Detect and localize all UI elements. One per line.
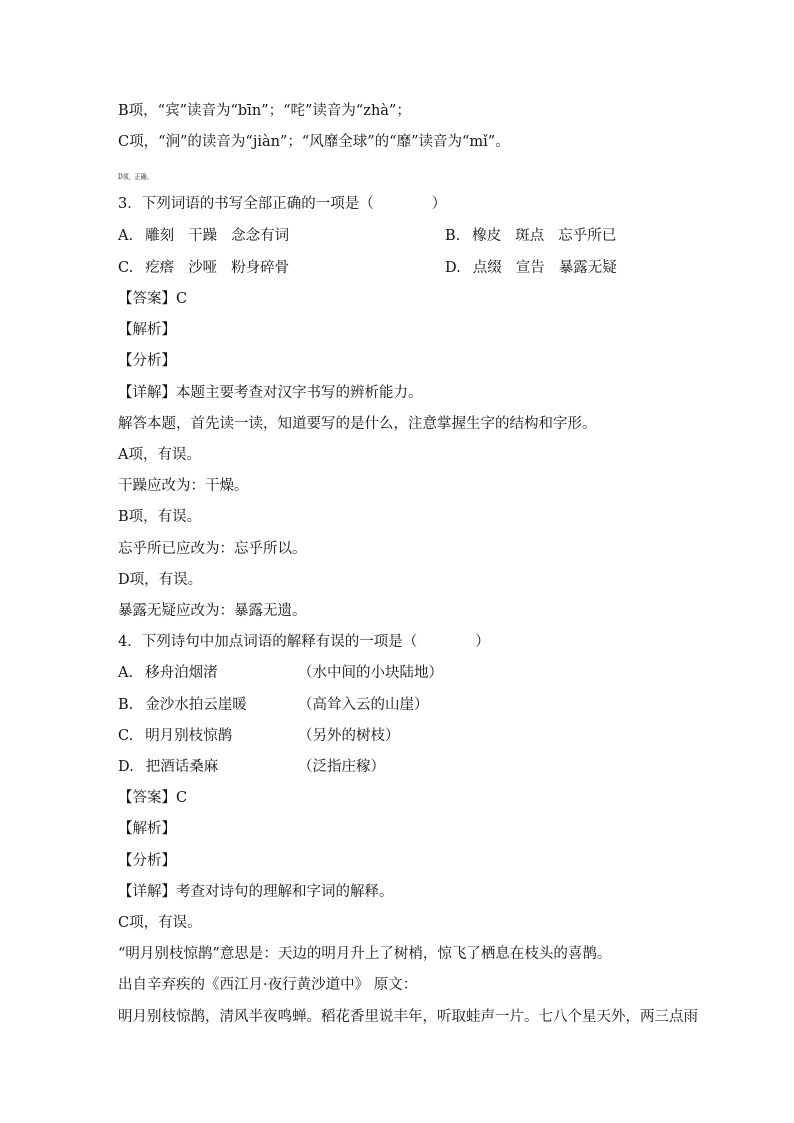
q4-option-d-label: D. [118,759,134,775]
q3-option-b [445,226,616,246]
q3-answer: 【答案】C [118,291,188,307]
q3-option-d-word-1: 点缀 [472,260,502,276]
q4-option-c-text: 明月别枝惊鹊 [145,728,233,744]
q3-fenxi-heading: 【分析】 [118,353,176,369]
q3-detail-line-4: B项，有误。 [118,509,202,525]
q4-answer: 【答案】C [118,790,188,806]
q3-option-c-word-1: 疙瘩 [145,260,175,276]
q3-option-a-label: A. [118,228,134,244]
q3-option-d-label: D. [445,260,461,276]
question-4-stem: 4．下列诗句中加点词语的解释有误的一项是（ ） [118,634,490,650]
explanation-line-b: B项，“宾”读音为“bīn”；“咤”读音为“zhà”； [118,103,411,119]
q3-option-b-word-2: 斑点 [515,228,545,244]
q3-detail: 【详解】本题主要考查对汉字书写的辨析能力。 [118,385,423,401]
q4-detail-line-2: “明月别枝惊鹊”意思是：天边的明月升上了树梢，惊飞了栖息在枝头的喜鹊。 [118,946,612,962]
q4-option-d [118,757,218,777]
q4-detail-line-4: 明月别枝惊鹊，清风半夜鸣蝉。稻花香里说丰年，听取蛙声一片。七八个星天外，两三点雨 [118,1009,698,1025]
q4-option-a-text: 移舟泊烟渚 [145,665,218,681]
q3-detail-line-3: 干躁应改为：干燥。 [118,478,249,494]
q4-detail-line-3: 出自辛弃疾的《西江月·夜行黄沙道中》 原文： [118,977,418,993]
q3-option-c [118,258,289,278]
q3-option-a-word-2: 干躁 [188,228,218,244]
q3-option-d-word-2: 宣告 [515,260,545,276]
q4-detail-line-1: C项，有误。 [118,915,202,931]
question-3-stem: 3．下列词语的书写全部正确的一项是（ ） [118,196,447,212]
q4-option-d-text: 把酒话桑麻 [145,759,219,775]
q3-option-d-word-3: 暴露无疑 [558,260,617,276]
q4-option-c [118,726,232,746]
explanation-line-c: C项，“涧”的读音为“jiàn”；“风靡全球”的“靡”读音为“mǐ”。 [118,134,510,150]
q3-option-b-label: B. [445,228,461,244]
q4-option-b-explanation: （高耸入云的山崖） [298,697,429,713]
q3-detail-line-2: A项，有误。 [118,447,201,463]
q3-detail-line-7: 暴露无疑应改为：暴露无遗。 [118,603,307,619]
q3-detail-line-1: 解答本题，首先读一读，知道要写的是什么，注意掌握生字的结构和字形。 [118,416,597,432]
q4-option-c-label: C. [118,728,134,744]
q4-option-a [118,663,218,683]
q3-option-d [445,258,617,278]
q3-option-a-word-3: 念念有词 [231,228,290,244]
q4-option-d-explanation: （泛指庄稼） [298,759,385,775]
q3-option-b-word-3: 忘乎所已 [558,228,617,244]
q4-detail: 【详解】考查对诗句的理解和字词的解释。 [118,884,394,900]
q3-detail-line-5: 忘乎所已应改为：忘乎所以。 [118,541,307,557]
q3-jiexi-heading: 【解析】 [118,322,176,338]
q4-option-a-explanation: （水中间的小块陆地） [298,665,443,681]
q4-option-b-text: 金沙水拍云崖暖 [145,697,247,713]
q4-option-b [118,695,247,715]
q3-option-c-word-2: 沙哑 [188,260,218,276]
q4-option-a-label: A. [118,665,134,681]
q3-option-c-word-3: 粉身碎骨 [231,260,290,276]
q4-fenxi-heading: 【分析】 [118,853,176,869]
q4-option-b-label: B. [118,697,134,713]
q4-option-c-explanation: （另外的树枝） [298,728,400,744]
q3-option-a-word-1: 雕刻 [145,228,175,244]
q3-option-c-label: C. [118,260,134,276]
q4-jiexi-heading: 【解析】 [118,821,176,837]
explanation-line-d: D项，正确。 [118,173,153,181]
q3-option-a [118,226,289,246]
q3-option-b-word-1: 橡皮 [472,228,502,244]
q3-detail-line-6: D项，有误。 [118,572,203,588]
